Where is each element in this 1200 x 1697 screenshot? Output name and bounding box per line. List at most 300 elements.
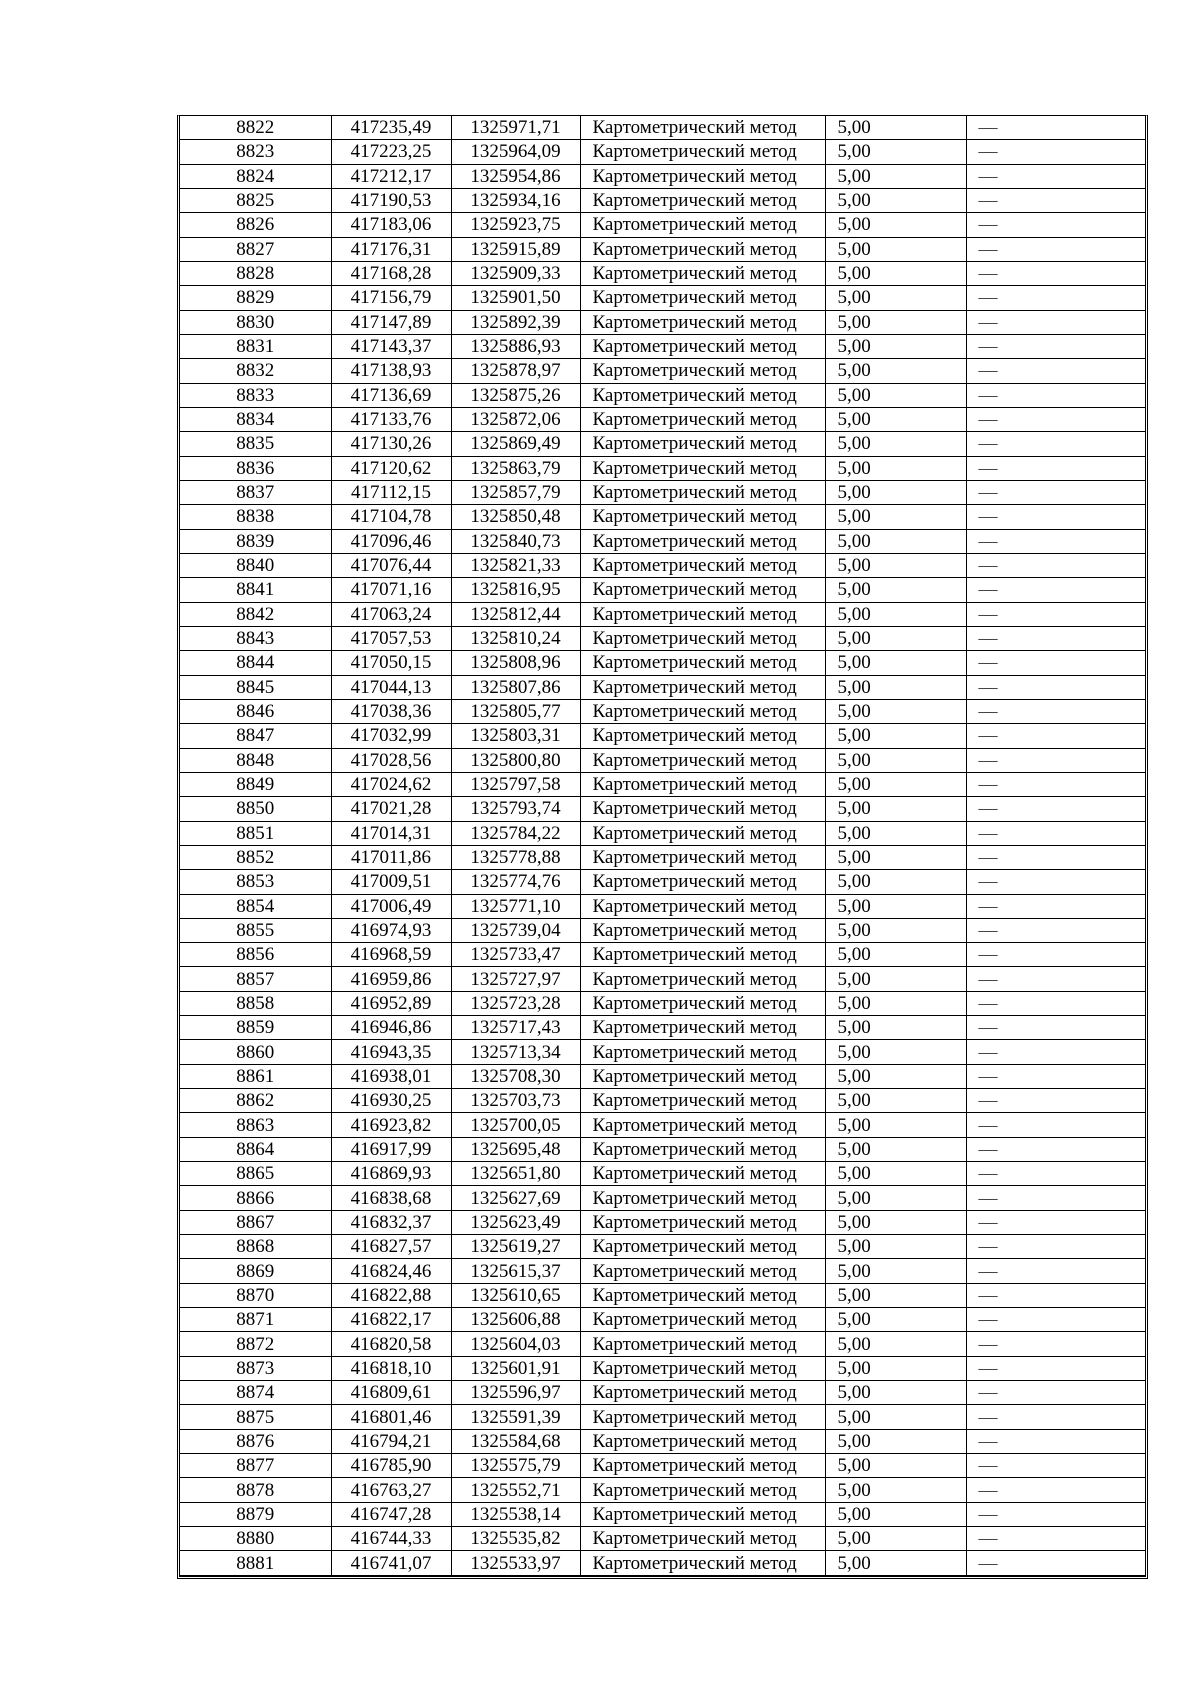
accuracy-cell: 5,00 — [825, 772, 966, 796]
y-coordinate-cell: 1325552,71 — [451, 1478, 580, 1502]
x-coordinate-cell: 417133,76 — [331, 407, 451, 431]
description-cell: — — [966, 578, 1145, 602]
x-coordinate-cell: 416959,86 — [331, 967, 451, 991]
method-cell: Картометрический метод — [580, 1040, 825, 1064]
x-coordinate-cell: 416832,37 — [331, 1210, 451, 1234]
x-coordinate-cell: 416741,07 — [331, 1551, 451, 1575]
description-cell: — — [966, 1405, 1145, 1429]
point-number-cell: 8876 — [180, 1429, 331, 1453]
description-cell: — — [966, 1235, 1145, 1259]
table-row — [180, 918, 1145, 942]
y-coordinate-cell: 1325733,47 — [451, 943, 580, 967]
table-row — [180, 894, 1145, 918]
method-cell: Картометрический метод — [580, 797, 825, 821]
accuracy-cell: 5,00 — [825, 1527, 966, 1551]
method-cell: Картометрический метод — [580, 1235, 825, 1259]
x-coordinate-cell: 417076,44 — [331, 553, 451, 577]
table-row — [180, 1478, 1145, 1502]
method-cell: Картометрический метод — [580, 578, 825, 602]
point-number-cell: 8839 — [180, 529, 331, 553]
description-cell: — — [966, 724, 1145, 748]
description-cell: — — [966, 797, 1145, 821]
y-coordinate-cell: 1325774,76 — [451, 870, 580, 894]
method-cell: Картометрический метод — [580, 1332, 825, 1356]
point-number-cell: 8874 — [180, 1381, 331, 1405]
description-cell: — — [966, 699, 1145, 723]
method-cell: Картометрический метод — [580, 1113, 825, 1137]
point-number-cell: 8840 — [180, 553, 331, 577]
accuracy-cell: 5,00 — [825, 797, 966, 821]
table-row — [180, 1356, 1145, 1380]
method-cell: Картометрический метод — [580, 772, 825, 796]
accuracy-cell: 5,00 — [825, 116, 966, 140]
y-coordinate-cell: 1325878,97 — [451, 359, 580, 383]
x-coordinate-cell: 417120,62 — [331, 456, 451, 480]
point-number-cell: 8863 — [180, 1113, 331, 1137]
x-coordinate-cell: 416869,93 — [331, 1162, 451, 1186]
point-number-cell: 8852 — [180, 845, 331, 869]
accuracy-cell: 5,00 — [825, 699, 966, 723]
method-cell: Картометрический метод — [580, 188, 825, 212]
accuracy-cell: 5,00 — [825, 675, 966, 699]
method-cell: Картометрический метод — [580, 1454, 825, 1478]
accuracy-cell: 5,00 — [825, 894, 966, 918]
x-coordinate-cell: 416785,90 — [331, 1454, 451, 1478]
x-coordinate-cell: 417044,13 — [331, 675, 451, 699]
point-number-cell: 8868 — [180, 1235, 331, 1259]
y-coordinate-cell: 1325651,80 — [451, 1162, 580, 1186]
point-number-cell: 8880 — [180, 1527, 331, 1551]
y-coordinate-cell: 1325892,39 — [451, 310, 580, 334]
accuracy-cell: 5,00 — [825, 188, 966, 212]
table-row — [180, 432, 1145, 456]
description-cell: — — [966, 821, 1145, 845]
x-coordinate-cell: 416838,68 — [331, 1186, 451, 1210]
description-cell: — — [966, 1016, 1145, 1040]
y-coordinate-cell: 1325727,97 — [451, 967, 580, 991]
x-coordinate-cell: 417021,28 — [331, 797, 451, 821]
method-cell: Картометрический метод — [580, 310, 825, 334]
point-number-cell: 8867 — [180, 1210, 331, 1234]
accuracy-cell: 5,00 — [825, 1405, 966, 1429]
coordinates-table — [180, 116, 1145, 1576]
table-row — [180, 675, 1145, 699]
method-cell: Картометрический метод — [580, 1089, 825, 1113]
table-row — [180, 1381, 1145, 1405]
point-number-cell: 8870 — [180, 1283, 331, 1307]
accuracy-cell: 5,00 — [825, 553, 966, 577]
point-number-cell: 8833 — [180, 383, 331, 407]
description-cell: — — [966, 432, 1145, 456]
accuracy-cell: 5,00 — [825, 286, 966, 310]
method-cell: Картометрический метод — [580, 1308, 825, 1332]
table-row — [180, 505, 1145, 529]
method-cell: Картометрический метод — [580, 456, 825, 480]
y-coordinate-cell: 1325805,77 — [451, 699, 580, 723]
x-coordinate-cell: 417028,56 — [331, 748, 451, 772]
description-cell: — — [966, 261, 1145, 285]
point-number-cell: 8877 — [180, 1454, 331, 1478]
point-number-cell: 8866 — [180, 1186, 331, 1210]
table-row — [180, 286, 1145, 310]
accuracy-cell: 5,00 — [825, 432, 966, 456]
accuracy-cell: 5,00 — [825, 383, 966, 407]
table-row — [180, 1527, 1145, 1551]
y-coordinate-cell: 1325606,88 — [451, 1308, 580, 1332]
x-coordinate-cell: 416801,46 — [331, 1405, 451, 1429]
x-coordinate-cell: 417071,16 — [331, 578, 451, 602]
method-cell: Картометрический метод — [580, 821, 825, 845]
y-coordinate-cell: 1325700,05 — [451, 1113, 580, 1137]
method-cell: Картометрический метод — [580, 1429, 825, 1453]
point-number-cell: 8851 — [180, 821, 331, 845]
point-number-cell: 8828 — [180, 261, 331, 285]
x-coordinate-cell: 416974,93 — [331, 918, 451, 942]
method-cell: Картометрический метод — [580, 1210, 825, 1234]
accuracy-cell: 5,00 — [825, 1064, 966, 1088]
table-row — [180, 383, 1145, 407]
method-cell: Картометрический метод — [580, 1016, 825, 1040]
accuracy-cell: 5,00 — [825, 578, 966, 602]
accuracy-cell: 5,00 — [825, 237, 966, 261]
table-row — [180, 1429, 1145, 1453]
point-number-cell: 8824 — [180, 164, 331, 188]
method-cell: Картометрический метод — [580, 237, 825, 261]
description-cell: — — [966, 748, 1145, 772]
x-coordinate-cell: 417147,89 — [331, 310, 451, 334]
point-number-cell: 8873 — [180, 1356, 331, 1380]
x-coordinate-cell: 416794,21 — [331, 1429, 451, 1453]
method-cell: Картометрический метод — [580, 553, 825, 577]
description-cell: — — [966, 286, 1145, 310]
method-cell: Картометрический метод — [580, 261, 825, 285]
accuracy-cell: 5,00 — [825, 261, 966, 285]
point-number-cell: 8830 — [180, 310, 331, 334]
y-coordinate-cell: 1325584,68 — [451, 1429, 580, 1453]
point-number-cell: 8850 — [180, 797, 331, 821]
point-number-cell: 8869 — [180, 1259, 331, 1283]
point-number-cell: 8857 — [180, 967, 331, 991]
table-row — [180, 748, 1145, 772]
y-coordinate-cell: 1325923,75 — [451, 213, 580, 237]
description-cell: — — [966, 894, 1145, 918]
method-cell: Картометрический метод — [580, 286, 825, 310]
x-coordinate-cell: 416917,99 — [331, 1137, 451, 1161]
y-coordinate-cell: 1325808,96 — [451, 651, 580, 675]
table-row — [180, 1283, 1145, 1307]
accuracy-cell: 5,00 — [825, 1210, 966, 1234]
accuracy-cell: 5,00 — [825, 821, 966, 845]
point-number-cell: 8837 — [180, 480, 331, 504]
x-coordinate-cell: 416824,46 — [331, 1259, 451, 1283]
y-coordinate-cell: 1325872,06 — [451, 407, 580, 431]
table-row — [180, 140, 1145, 164]
description-cell: — — [966, 505, 1145, 529]
y-coordinate-cell: 1325591,39 — [451, 1405, 580, 1429]
table-row — [180, 1064, 1145, 1088]
accuracy-cell: 5,00 — [825, 602, 966, 626]
x-coordinate-cell: 417136,69 — [331, 383, 451, 407]
table-row — [180, 1210, 1145, 1234]
point-number-cell: 8831 — [180, 334, 331, 358]
x-coordinate-cell: 417138,93 — [331, 359, 451, 383]
x-coordinate-cell: 416822,88 — [331, 1283, 451, 1307]
description-cell: — — [966, 553, 1145, 577]
table-row — [180, 602, 1145, 626]
point-number-cell: 8879 — [180, 1502, 331, 1526]
method-cell: Картометрический метод — [580, 359, 825, 383]
method-cell: Картометрический метод — [580, 1381, 825, 1405]
y-coordinate-cell: 1325623,49 — [451, 1210, 580, 1234]
y-coordinate-cell: 1325535,82 — [451, 1527, 580, 1551]
accuracy-cell: 5,00 — [825, 480, 966, 504]
x-coordinate-cell: 416968,59 — [331, 943, 451, 967]
y-coordinate-cell: 1325604,03 — [451, 1332, 580, 1356]
description-cell: — — [966, 1429, 1145, 1453]
x-coordinate-cell: 417143,37 — [331, 334, 451, 358]
y-coordinate-cell: 1325863,79 — [451, 456, 580, 480]
description-cell: — — [966, 1259, 1145, 1283]
y-coordinate-cell: 1325954,86 — [451, 164, 580, 188]
description-cell: — — [966, 1283, 1145, 1307]
y-coordinate-cell: 1325610,65 — [451, 1283, 580, 1307]
table-row — [180, 991, 1145, 1015]
point-number-cell: 8865 — [180, 1162, 331, 1186]
y-coordinate-cell: 1325615,37 — [451, 1259, 580, 1283]
y-coordinate-cell: 1325627,69 — [451, 1186, 580, 1210]
table-row — [180, 967, 1145, 991]
y-coordinate-cell: 1325840,73 — [451, 529, 580, 553]
table-row — [180, 237, 1145, 261]
point-number-cell: 8864 — [180, 1137, 331, 1161]
x-coordinate-cell: 416930,25 — [331, 1089, 451, 1113]
table-row — [180, 1259, 1145, 1283]
y-coordinate-cell: 1325619,27 — [451, 1235, 580, 1259]
table-row — [180, 213, 1145, 237]
method-cell: Картометрический метод — [580, 1064, 825, 1088]
accuracy-cell: 5,00 — [825, 1186, 966, 1210]
accuracy-cell: 5,00 — [825, 870, 966, 894]
description-cell: — — [966, 310, 1145, 334]
method-cell: Картометрический метод — [580, 724, 825, 748]
x-coordinate-cell: 417009,51 — [331, 870, 451, 894]
x-coordinate-cell: 417032,99 — [331, 724, 451, 748]
table-row — [180, 1113, 1145, 1137]
description-cell: — — [966, 480, 1145, 504]
accuracy-cell: 5,00 — [825, 1137, 966, 1161]
accuracy-cell: 5,00 — [825, 918, 966, 942]
y-coordinate-cell: 1325695,48 — [451, 1137, 580, 1161]
table-row — [180, 164, 1145, 188]
table-row — [180, 626, 1145, 650]
table-row — [180, 529, 1145, 553]
y-coordinate-cell: 1325713,34 — [451, 1040, 580, 1064]
method-cell: Картометрический метод — [580, 894, 825, 918]
method-cell: Картометрический метод — [580, 626, 825, 650]
table-row — [180, 456, 1145, 480]
y-coordinate-cell: 1325538,14 — [451, 1502, 580, 1526]
table-row — [180, 797, 1145, 821]
description-cell: — — [966, 943, 1145, 967]
accuracy-cell: 5,00 — [825, 1502, 966, 1526]
method-cell: Картометрический метод — [580, 675, 825, 699]
point-number-cell: 8835 — [180, 432, 331, 456]
point-number-cell: 8848 — [180, 748, 331, 772]
method-cell: Картометрический метод — [580, 1405, 825, 1429]
description-cell: — — [966, 1064, 1145, 1088]
y-coordinate-cell: 1325816,95 — [451, 578, 580, 602]
x-coordinate-cell: 417014,31 — [331, 821, 451, 845]
x-coordinate-cell: 417011,86 — [331, 845, 451, 869]
point-number-cell: 8878 — [180, 1478, 331, 1502]
x-coordinate-cell: 416938,01 — [331, 1064, 451, 1088]
point-number-cell: 8854 — [180, 894, 331, 918]
description-cell: — — [966, 1332, 1145, 1356]
x-coordinate-cell: 417190,53 — [331, 188, 451, 212]
point-number-cell: 8838 — [180, 505, 331, 529]
description-cell: — — [966, 1137, 1145, 1161]
accuracy-cell: 5,00 — [825, 1551, 966, 1575]
point-number-cell: 8875 — [180, 1405, 331, 1429]
description-cell: — — [966, 164, 1145, 188]
table-row — [180, 188, 1145, 212]
description-cell: — — [966, 334, 1145, 358]
y-coordinate-cell: 1325909,33 — [451, 261, 580, 285]
table-row — [180, 1551, 1145, 1575]
table-row — [180, 1454, 1145, 1478]
method-cell: Картометрический метод — [580, 918, 825, 942]
table-row — [180, 1405, 1145, 1429]
table-row — [180, 359, 1145, 383]
table-body — [180, 116, 1145, 1575]
method-cell: Картометрический метод — [580, 529, 825, 553]
x-coordinate-cell: 416747,28 — [331, 1502, 451, 1526]
description-cell: — — [966, 651, 1145, 675]
accuracy-cell: 5,00 — [825, 967, 966, 991]
y-coordinate-cell: 1325717,43 — [451, 1016, 580, 1040]
method-cell: Картометрический метод — [580, 845, 825, 869]
point-number-cell: 8826 — [180, 213, 331, 237]
point-number-cell: 8858 — [180, 991, 331, 1015]
description-cell: — — [966, 407, 1145, 431]
point-number-cell: 8859 — [180, 1016, 331, 1040]
method-cell: Картометрический метод — [580, 1259, 825, 1283]
point-number-cell: 8834 — [180, 407, 331, 431]
accuracy-cell: 5,00 — [825, 213, 966, 237]
y-coordinate-cell: 1325821,33 — [451, 553, 580, 577]
point-number-cell: 8872 — [180, 1332, 331, 1356]
description-cell: — — [966, 1162, 1145, 1186]
table-row — [180, 261, 1145, 285]
description-cell: — — [966, 967, 1145, 991]
point-number-cell: 8841 — [180, 578, 331, 602]
accuracy-cell: 5,00 — [825, 626, 966, 650]
description-cell: — — [966, 1040, 1145, 1064]
x-coordinate-cell: 417130,26 — [331, 432, 451, 456]
x-coordinate-cell: 416744,33 — [331, 1527, 451, 1551]
method-cell: Картометрический метод — [580, 480, 825, 504]
description-cell: — — [966, 116, 1145, 140]
x-coordinate-cell: 417038,36 — [331, 699, 451, 723]
y-coordinate-cell: 1325857,79 — [451, 480, 580, 504]
description-cell: — — [966, 845, 1145, 869]
description-cell: — — [966, 1502, 1145, 1526]
method-cell: Картометрический метод — [580, 1551, 825, 1575]
table-row — [180, 943, 1145, 967]
point-number-cell: 8881 — [180, 1551, 331, 1575]
y-coordinate-cell: 1325807,86 — [451, 675, 580, 699]
accuracy-cell: 5,00 — [825, 164, 966, 188]
table-row — [180, 1502, 1145, 1526]
accuracy-cell: 5,00 — [825, 1040, 966, 1064]
table-row — [180, 724, 1145, 748]
table-row — [180, 821, 1145, 845]
table-row — [180, 772, 1145, 796]
method-cell: Картометрический метод — [580, 432, 825, 456]
y-coordinate-cell: 1325739,04 — [451, 918, 580, 942]
accuracy-cell: 5,00 — [825, 1478, 966, 1502]
method-cell: Картометрический метод — [580, 140, 825, 164]
table-row — [180, 1308, 1145, 1332]
y-coordinate-cell: 1325703,73 — [451, 1089, 580, 1113]
y-coordinate-cell: 1325964,09 — [451, 140, 580, 164]
y-coordinate-cell: 1325793,74 — [451, 797, 580, 821]
table-row — [180, 334, 1145, 358]
description-cell: — — [966, 1089, 1145, 1113]
method-cell: Картометрический метод — [580, 967, 825, 991]
x-coordinate-cell: 417168,28 — [331, 261, 451, 285]
point-number-cell: 8843 — [180, 626, 331, 650]
description-cell: — — [966, 918, 1145, 942]
y-coordinate-cell: 1325869,49 — [451, 432, 580, 456]
point-number-cell: 8856 — [180, 943, 331, 967]
accuracy-cell: 5,00 — [825, 407, 966, 431]
table-row — [180, 1137, 1145, 1161]
point-number-cell: 8849 — [180, 772, 331, 796]
description-cell: — — [966, 1308, 1145, 1332]
description-cell: — — [966, 213, 1145, 237]
y-coordinate-cell: 1325708,30 — [451, 1064, 580, 1088]
y-coordinate-cell: 1325850,48 — [451, 505, 580, 529]
accuracy-cell: 5,00 — [825, 505, 966, 529]
y-coordinate-cell: 1325723,28 — [451, 991, 580, 1015]
x-coordinate-cell: 417235,49 — [331, 116, 451, 140]
accuracy-cell: 5,00 — [825, 724, 966, 748]
point-number-cell: 8829 — [180, 286, 331, 310]
x-coordinate-cell: 417057,53 — [331, 626, 451, 650]
y-coordinate-cell: 1325875,26 — [451, 383, 580, 407]
x-coordinate-cell: 416822,17 — [331, 1308, 451, 1332]
table-row — [180, 480, 1145, 504]
x-coordinate-cell: 416818,10 — [331, 1356, 451, 1380]
point-number-cell: 8861 — [180, 1064, 331, 1088]
description-cell: — — [966, 383, 1145, 407]
y-coordinate-cell: 1325810,24 — [451, 626, 580, 650]
accuracy-cell: 5,00 — [825, 1308, 966, 1332]
y-coordinate-cell: 1325803,31 — [451, 724, 580, 748]
point-number-cell: 8855 — [180, 918, 331, 942]
table-row — [180, 407, 1145, 431]
description-cell: — — [966, 1210, 1145, 1234]
x-coordinate-cell: 417006,49 — [331, 894, 451, 918]
method-cell: Картометрический метод — [580, 505, 825, 529]
point-number-cell: 8871 — [180, 1308, 331, 1332]
table-row — [180, 699, 1145, 723]
y-coordinate-cell: 1325784,22 — [451, 821, 580, 845]
description-cell: — — [966, 237, 1145, 261]
point-number-cell: 8862 — [180, 1089, 331, 1113]
table-row — [180, 1089, 1145, 1113]
